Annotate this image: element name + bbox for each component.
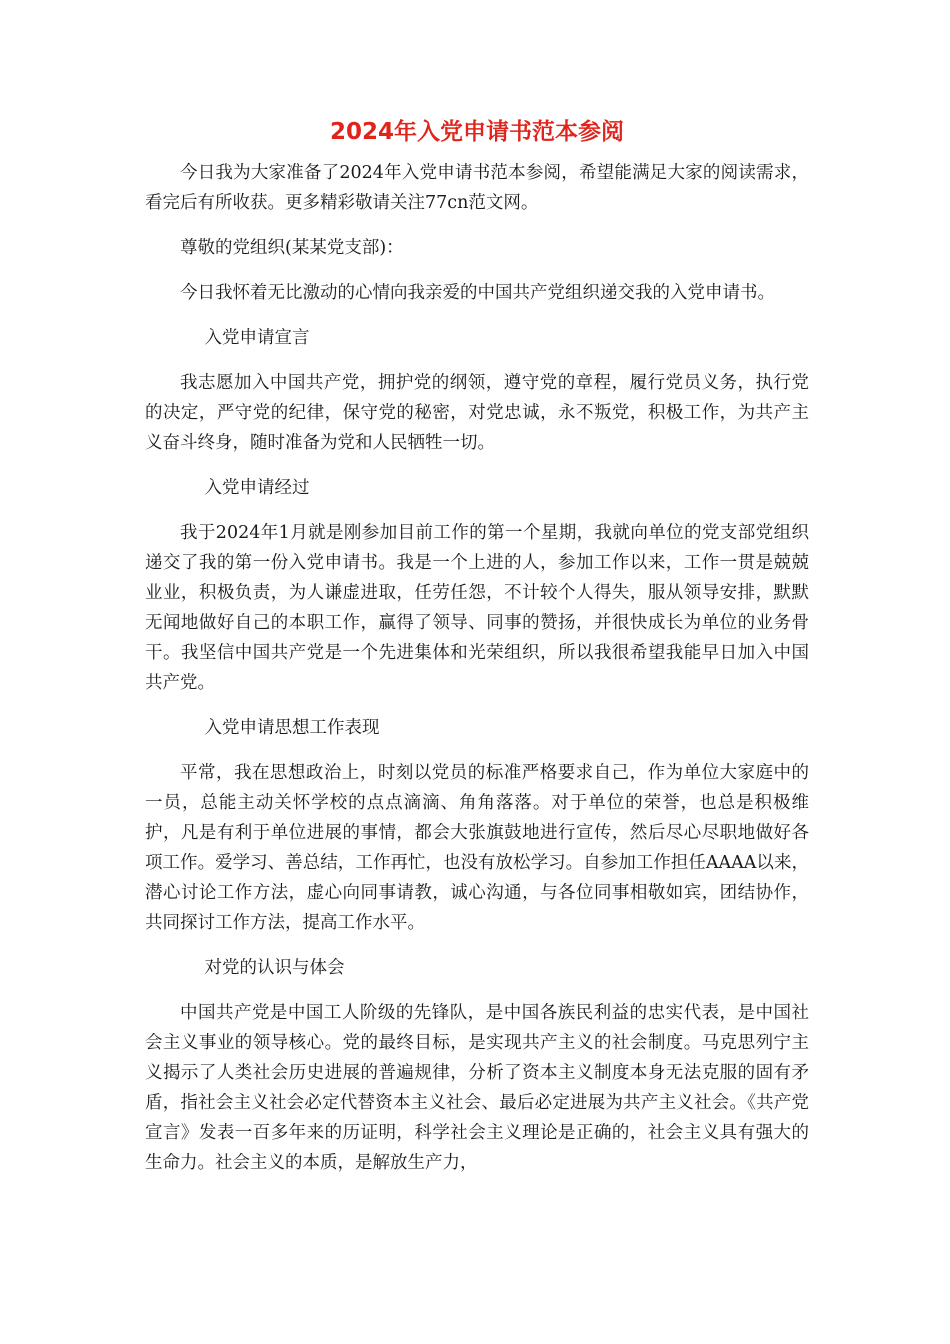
opening-paragraph: 今日我怀着无比激动的心情向我亲爱的中国共产党组织递交我的入党申请书。: [180, 283, 775, 303]
intro-paragraph: 今日我为大家准备了2024年入党申请书范本参阅，希望能满足大家的阅读需求，看完后有所收获。更多精彩敬请关注77cn范文网。: [145, 163, 809, 213]
salutation: 尊敬的党组织(某某党支部)：: [180, 238, 404, 258]
process-paragraph: 我于2024年1月就是刚参加目前工作的第一个星期，我就向单位的党支部党组织递交了我的第一份入党申请书。我是一个上进的人，参加工作以来，工作一贯是兢兢业业，积极负责，为人谦虚进取，任劳任怨，不计较个人得失，服从领导安排，默默无闻地做好自己的本职工作，赢得了领导、同事的赞扬，并很快成长为单位的业务骨干。我坚信中国共产党是一个先进集体和光荣组织，所以我很希望我能早日加入中国共产党。: [145, 523, 809, 693]
section-heading-performance: 入党申请思想工作表现: [204, 718, 380, 738]
understanding-paragraph: 中国共产党是中国工人阶级的先锋队，是中国各族民利益的忠实代表，是中国社会主义事业的领导核心。党的最终目标，是实现共产主义的社会制度。马克思列宁主义揭示了人类社会历史进展的普遍规律，分析了资本主义制度本身无法克服的固有矛盾，指社会主义社会必定代替资本主义社会、最后必定进展为共产主义社会。《共产党宣言》发表一百多年来的历证明，科学社会主义理论是正确的，社会主义具有强大的生命力。社会主义的本质，是解放生产力，: [145, 1003, 809, 1173]
document-title: 2024年入党申请书范本参阅: [329, 119, 624, 145]
section-heading-understanding: 对党的认识与体会: [204, 958, 345, 978]
document-page: [145, 112, 809, 1193]
section-heading-process: 入党申请经过: [204, 478, 310, 498]
performance-paragraph: 平常，我在思想政治上，时刻以党员的标准严格要求自己，作为单位大家庭中的一员，总能主动关怀学校的点点滴滴、角角落落。对于单位的荣誉，也总是积极维护，凡是有利于单位进展的事情，都会大张旗鼓地进行宣传，然后尽心尽职地做好各项工作。爱学习、善总结，工作再忙，也没有放松学习。自参加工作担任AAAA以来，潜心讨论工作方法，虚心向同事请教，诚心沟通，与各位同事相敬如宾，团结协作，共同探讨工作方法，提高工作水平。: [145, 763, 809, 933]
declaration-paragraph: 我志愿加入中国共产党，拥护党的纲领，遵守党的章程，履行党员义务，执行党的决定，严守党的纪律，保守党的秘密，对党忠诚，永不叛党，积极工作，为共产主义奋斗终身，随时准备为党和人民牺牲一切。: [145, 373, 809, 453]
section-heading-declaration: 入党申请宣言: [204, 328, 310, 348]
